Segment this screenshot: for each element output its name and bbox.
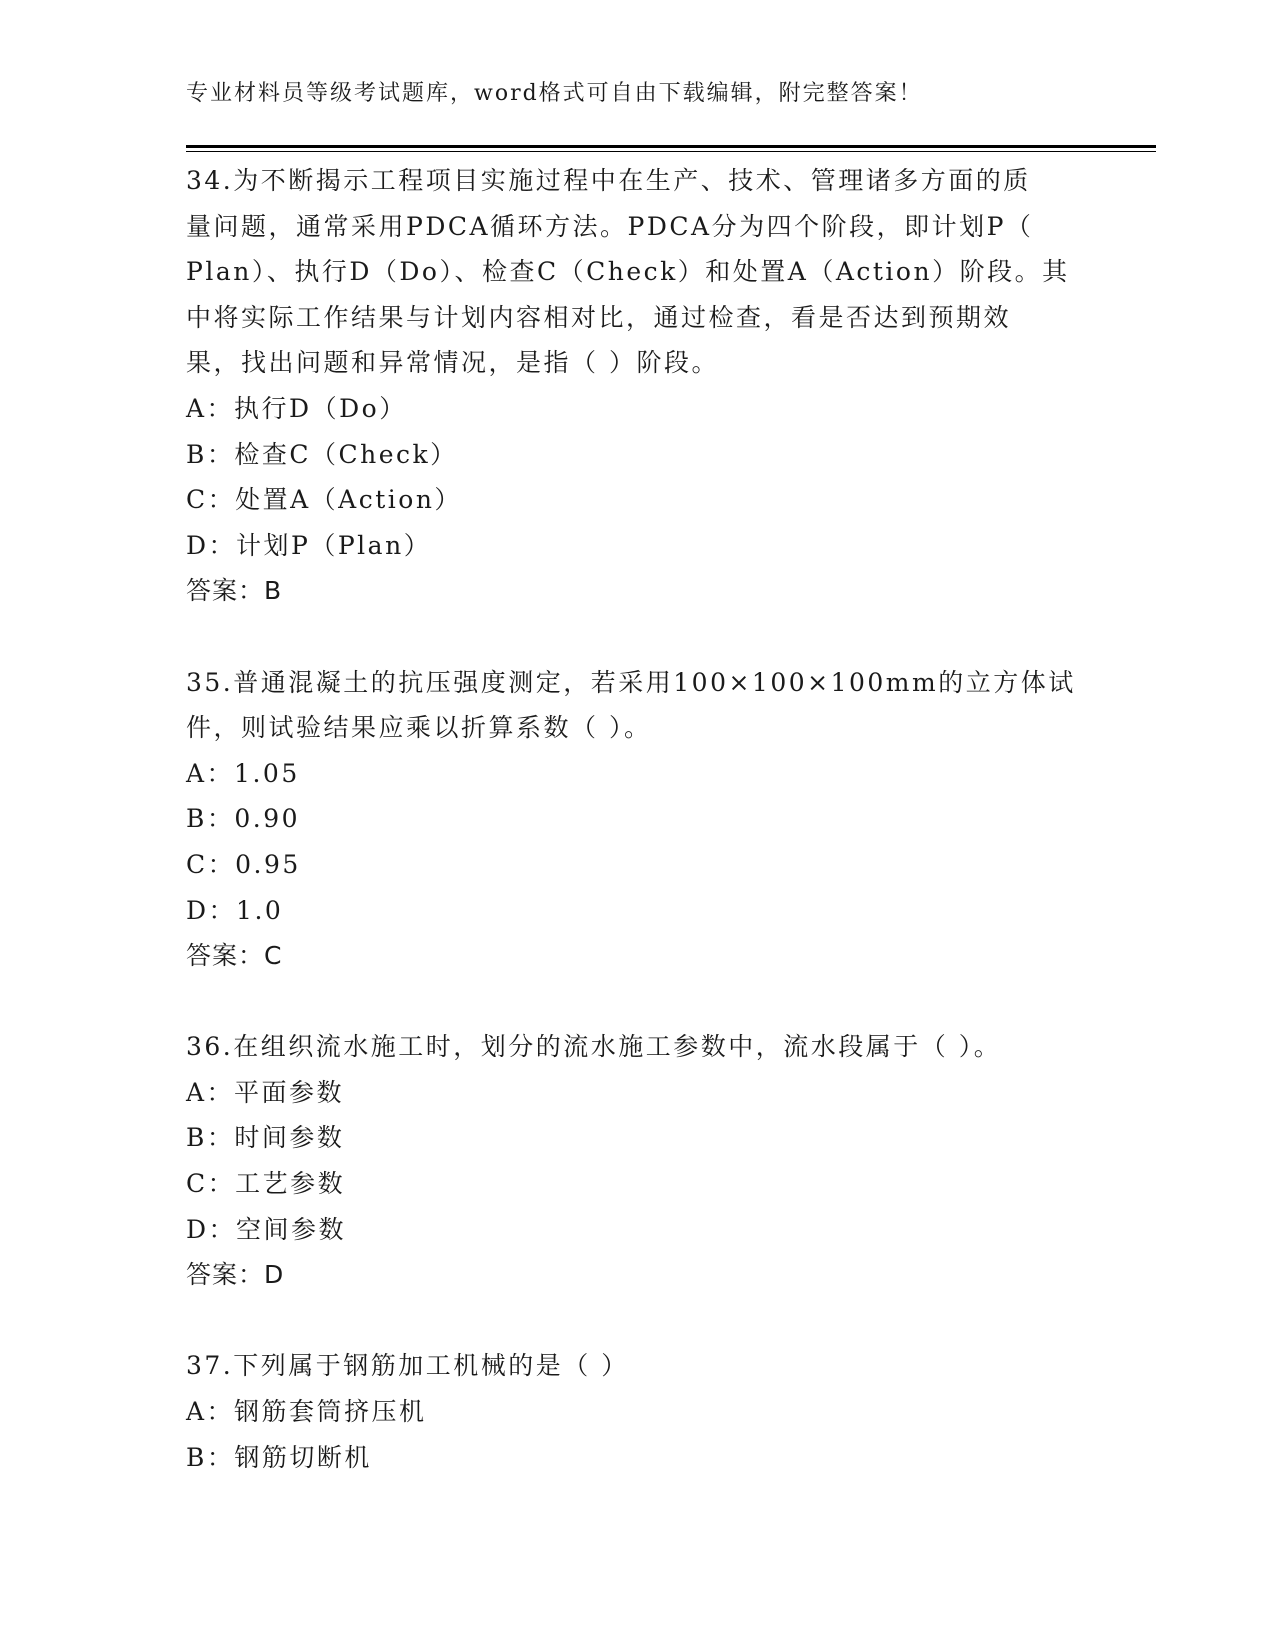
option-c: C：工艺参数 <box>186 1169 346 1199</box>
answer: 答案：C <box>186 941 283 971</box>
option-b: B：0.90 <box>186 804 301 834</box>
option-d: D：1.0 <box>186 895 284 925</box>
question-line: 件，则试验结果应乘以折算系数（ ）。 <box>186 713 652 743</box>
option-d: D：计划P（Plan） <box>186 530 432 560</box>
question-line: 果，找出问题和异常情况，是指（ ）阶段。 <box>186 348 719 378</box>
question-line: 量问题，通常采用PDCA循环方法。PDCA分为四个阶段，即计划P（ <box>186 211 1034 241</box>
option-c: C：0.95 <box>186 849 301 879</box>
question-37 <box>186 1343 1086 1480</box>
question-34 <box>186 158 1086 614</box>
option-c: C：处置A（Action） <box>186 485 462 515</box>
option-b: B：检查C（Check） <box>186 439 458 469</box>
page-header: 专业材料员等级考试题库，word格式可自由下载编辑，附完整答案！ <box>186 81 923 106</box>
option-d: D：空间参数 <box>186 1214 347 1244</box>
question-line: 中将实际工作结果与计划内容相对比，通过检查，看是否达到预期效 <box>186 302 1012 332</box>
question-line: 37.下列属于钢筋加工机械的是（ ） <box>186 1351 629 1381</box>
option-a: A：平面参数 <box>186 1077 345 1107</box>
question-list <box>186 158 1086 1526</box>
option-b: B：钢筋切断机 <box>186 1442 372 1472</box>
question-line: Plan）、执行D（Do）、检查C（Check）和处置A（Action）阶段。其 <box>186 257 1070 287</box>
header-rule-thin <box>186 151 1156 152</box>
question-36 <box>186 1024 1086 1298</box>
question-line: 35.普通混凝土的抗压强度测定，若采用100×100×100mm的立方体试 <box>186 667 1076 697</box>
header-rule-thick <box>186 145 1156 148</box>
option-a: A：钢筋套筒挤压机 <box>186 1397 427 1427</box>
answer: 答案：D <box>186 1260 285 1290</box>
answer: 答案：B <box>186 576 283 606</box>
option-b: B：时间参数 <box>186 1123 345 1153</box>
option-a: A：执行D（Do） <box>186 393 407 423</box>
question-line: 34.为不断揭示工程项目实施过程中在生产、技术、管理诸多方面的质 <box>186 166 1031 195</box>
question-35 <box>186 660 1086 979</box>
option-a: A：1.05 <box>186 758 300 788</box>
question-line: 36.在组织流水施工时，划分的流水施工参数中，流水段属于（ ）。 <box>186 1032 1002 1062</box>
